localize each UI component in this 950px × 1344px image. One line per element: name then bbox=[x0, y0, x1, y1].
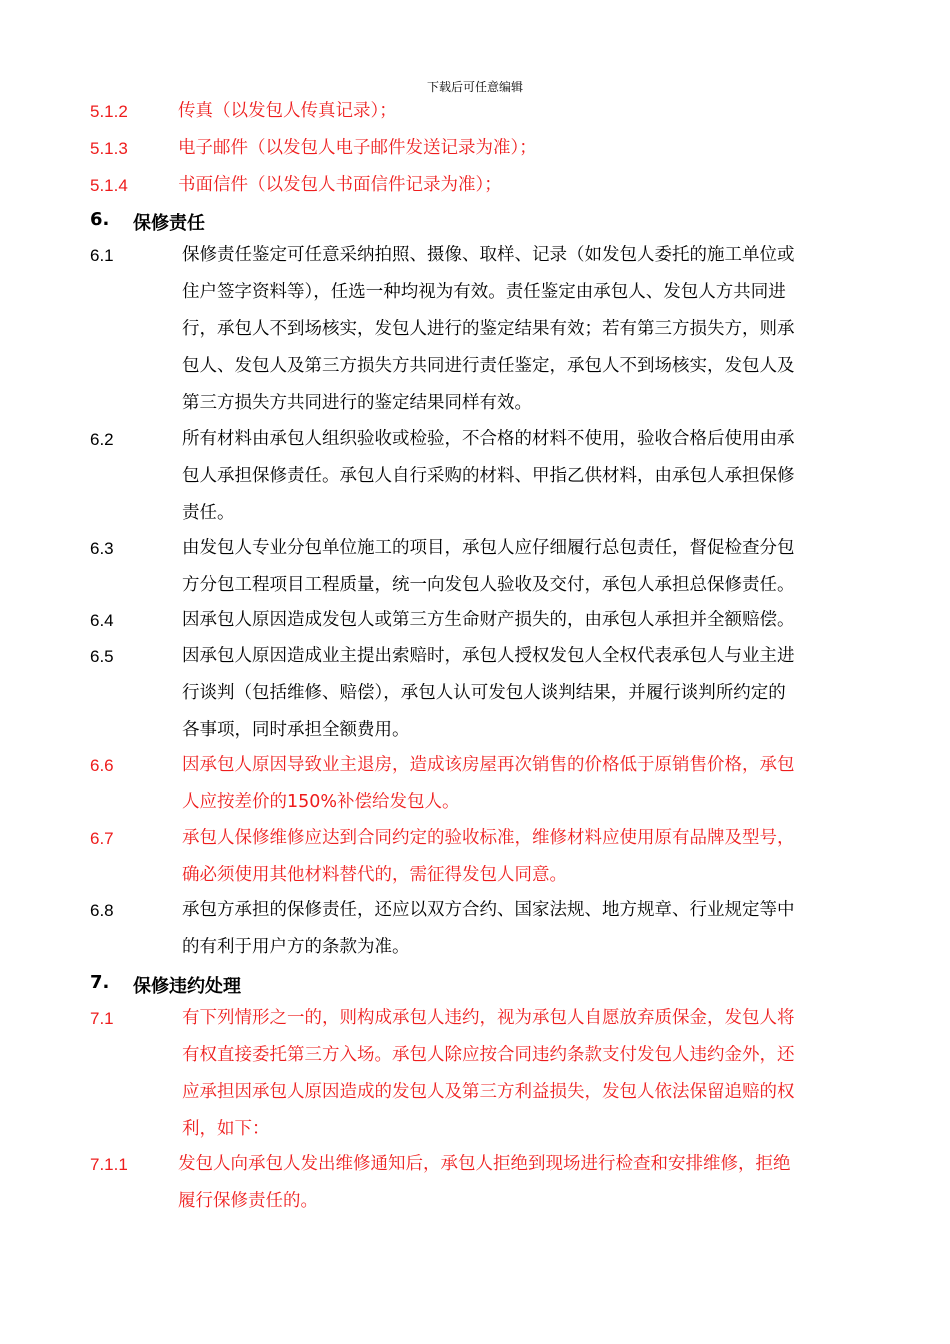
clause-number: 6.4 bbox=[90, 611, 114, 630]
clause-line: 各事项，同时承担全额费用。 bbox=[182, 720, 410, 740]
clause-line: 发包人向承包人发出维修通知后，承包人拒绝到现场进行检查和安排维修，拒绝 bbox=[178, 1154, 791, 1174]
clause-number: 6.3 bbox=[90, 539, 114, 558]
clause-line: 包人、发包人及第三方损失方共同进行责任鉴定，承包人不到场核实，发包人及 bbox=[182, 356, 795, 376]
clause-text: 书面信件（以发包人书面信件记录为准）； bbox=[178, 175, 502, 195]
clause-line: 因承包人原因造成业主提出索赔时，承包人授权发包人全权代表承包人与业主进 bbox=[182, 646, 795, 666]
clause-line: 承包方承担的保修责任，还应以双方合约、国家法规、地方规章、行业规定等中 bbox=[182, 900, 795, 920]
clause-line: 保修责任鉴定可任意采纳拍照、摄像、取样、记录（如发包人委托的施工单位或 bbox=[182, 245, 795, 265]
clause-line: 住户签字资料等），任选一种均视为有效。责任鉴定由承包人、发包人方共同进 bbox=[182, 282, 786, 302]
clause-line: 的有利于用户方的条款为准。 bbox=[182, 937, 410, 957]
clause-text: 电子邮件（以发包人电子邮件发送记录为准）； bbox=[178, 138, 537, 158]
clause-number: 6.7 bbox=[90, 829, 114, 848]
clause-number: 5.1.4 bbox=[90, 176, 128, 195]
clause-number: 6.5 bbox=[90, 647, 114, 666]
clause-line: 责任。 bbox=[182, 503, 235, 523]
clause-number: 5.1.2 bbox=[90, 102, 128, 121]
clause-line: 包人承担保修责任。承包人自行采购的材料、甲指乙供材料，由承包人承担保修 bbox=[182, 466, 795, 486]
clause-line: 行，承包人不到场核实，发包人进行的鉴定结果有效；若有第三方损失方，则承 bbox=[182, 319, 795, 339]
clause-line: 方分包工程项目工程质量，统一向发包人验收及交付，承包人承担总保修责任。 bbox=[182, 575, 795, 595]
clause-line: 确必须使用其他材料替代的，需征得发包人同意。 bbox=[182, 865, 567, 885]
clause-number: 6.8 bbox=[90, 901, 114, 920]
section-number: 7. bbox=[90, 972, 110, 993]
clause-line: 利，如下： bbox=[182, 1119, 270, 1139]
section-heading: 保修责任 bbox=[133, 213, 205, 234]
section-number: 6. bbox=[90, 209, 110, 230]
clause-line: 承包人保修维修应达到合同约定的验收标准，维修材料应使用原有品牌及型号， bbox=[182, 828, 795, 848]
clause-number: 7.1 bbox=[90, 1009, 114, 1028]
clause-line: 第三方损失方共同进行的鉴定结果同样有效。 bbox=[182, 393, 532, 413]
clause-line: 行谈判（包括维修、赔偿），承包人认可发包人谈判结果，并履行谈判所约定的 bbox=[182, 683, 786, 703]
clause-line: 由发包人专业分包单位施工的项目，承包人应仔细履行总包责任，督促检查分包 bbox=[182, 538, 795, 558]
clause-line: 因承包人原因导致业主退房，造成该房屋再次销售的价格低于原销售价格，承包 bbox=[182, 755, 795, 775]
clause-line: 有权直接委托第三方入场。承包人除应按合同违约条款支付发包人违约金外，还 bbox=[182, 1045, 795, 1065]
clause-line: 所有材料由承包人组织验收或检验，不合格的材料不使用，验收合格后使用由承 bbox=[182, 429, 795, 449]
section-heading: 保修违约处理 bbox=[133, 976, 241, 997]
clause-line: 因承包人原因造成发包人或第三方生命财产损失的，由承包人承担并全额赔偿。 bbox=[182, 610, 795, 630]
clause-number: 5.1.3 bbox=[90, 139, 128, 158]
clause-line: 履行保修责任的。 bbox=[178, 1191, 318, 1211]
clause-number: 6.6 bbox=[90, 756, 114, 775]
clause-number: 6.2 bbox=[90, 430, 114, 449]
clause-number: 6.1 bbox=[90, 246, 114, 265]
page-header: 下载后可任意编辑 bbox=[426, 80, 523, 94]
clause-text: 传真（以发包人传真记录）； bbox=[178, 101, 397, 121]
clause-line: 有下列情形之一的，则构成承包人违约，视为承包人自愿放弃质保金，发包人将 bbox=[182, 1008, 795, 1028]
clause-line: 人应按差价的150%补偿给发包人。 bbox=[182, 792, 460, 812]
clause-line: 应承担因承包人原因造成的发包人及第三方利益损失，发包人依法保留追赔的权 bbox=[182, 1082, 795, 1102]
clause-number: 7.1.1 bbox=[90, 1155, 128, 1174]
